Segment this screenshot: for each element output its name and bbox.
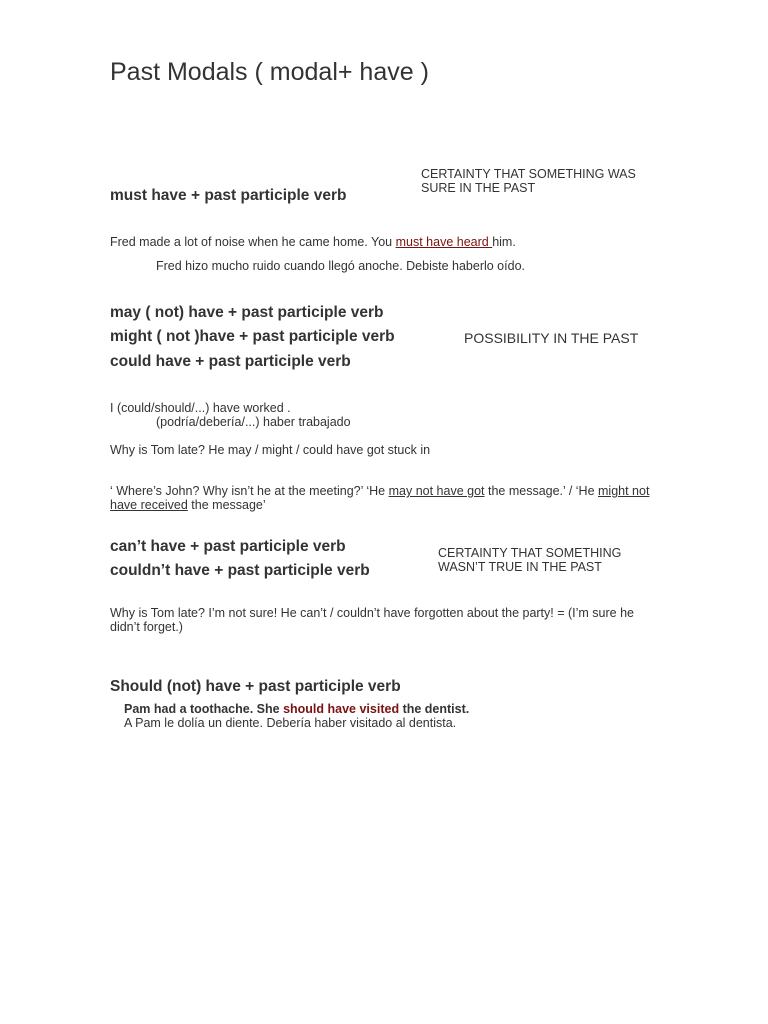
- must-note-line1: CERTAINTY THAT SOMETHING WAS: [421, 167, 636, 181]
- cant-heading: can’t have + past participle verb: [110, 538, 346, 555]
- possibility-example3-u2b: have received: [110, 498, 188, 512]
- possibility-example3-line2: [110, 498, 649, 512]
- cant-example-line1: Why is Tom late? I’m not sure! He can’t / couldn’t have forgotten about the party! = (I’m sure he: [110, 606, 634, 620]
- should-translation: A Pam le dolía un diente. Debería haber visitado al dentista.: [124, 716, 457, 730]
- should-example-pre: Pam had a toothache. She: [124, 702, 284, 716]
- must-example-post: him.: [492, 235, 516, 249]
- must-note-line2: SURE IN THE PAST: [421, 181, 536, 195]
- possibility-example1-line1: I (could/should/...) have worked .: [110, 401, 291, 415]
- possibility-example3-u1: may not have got: [388, 484, 485, 498]
- should-example-post: the dentist.: [399, 702, 470, 716]
- cant-note-line2: WASN’T TRUE IN THE PAST: [438, 560, 602, 574]
- might-heading: might ( not )have + past participle verb: [110, 328, 395, 345]
- must-heading: must have + past participle verb: [110, 187, 347, 204]
- must-example: [110, 235, 516, 249]
- possibility-example1-line2: (podría/debería/...) haber trabajado: [156, 415, 351, 429]
- possibility-example3-u2a: might not: [598, 484, 650, 498]
- may-heading: may ( not) have + past participle verb: [110, 304, 384, 321]
- possibility-example3: [110, 484, 649, 512]
- possibility-example3-line1: [110, 484, 649, 498]
- cant-example-line2: didn’t forget.): [110, 620, 183, 634]
- should-example-highlight: should have visited: [283, 702, 400, 716]
- should-heading: Should (not) have + past participle verb: [110, 678, 401, 695]
- must-example-highlight: must have heard: [395, 235, 493, 249]
- cant-note-line1: CERTAINTY THAT SOMETHING: [438, 546, 622, 560]
- must-note: [421, 167, 636, 195]
- must-example-pre: Fred made a lot of noise when he came home. You: [110, 235, 396, 249]
- couldnt-heading: couldn’t have + past participle verb: [110, 562, 370, 579]
- possibility-example2: Why is Tom late? He may / might / could have got stuck in: [110, 443, 431, 457]
- cant-note: [438, 546, 621, 574]
- possibility-example3-c: the message’: [187, 498, 266, 512]
- could-heading: could have + past participle verb: [110, 353, 351, 370]
- possibility-note: POSSIBILITY IN THE PAST: [464, 330, 639, 346]
- possibility-example3-b: the message.’ / ‘He: [484, 484, 598, 498]
- page-title: Past Modals ( modal+ have ): [110, 58, 429, 86]
- must-translation: Fred hizo mucho ruido cuando llegó anoche. Debiste haberlo oído.: [156, 259, 525, 273]
- should-example: [124, 702, 469, 716]
- possibility-example3-a: ‘ Where’s John? Why isn’t he at the meeting?’ ‘He: [110, 484, 389, 498]
- possibility-example1: [110, 401, 351, 429]
- cant-example: [110, 606, 634, 634]
